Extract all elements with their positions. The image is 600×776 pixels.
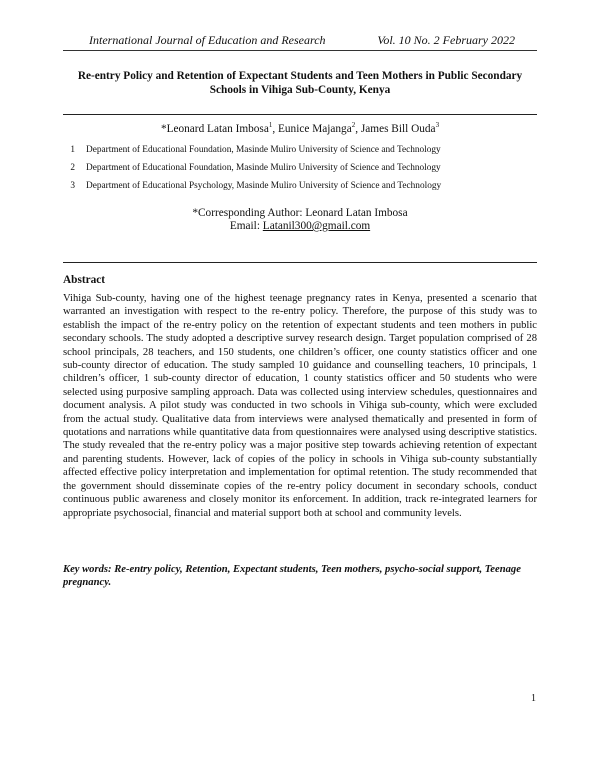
affiliation-number: 3 (70, 181, 75, 191)
title-line-1: Re-entry Policy and Retention of Expectant Students and Teen Mothers in Public Secondary (77, 70, 523, 82)
header-divider (63, 50, 537, 51)
corresponding-author (0, 207, 600, 233)
affiliation-number: 2 (70, 163, 75, 173)
affiliation-text: Department of Educational Psychology, Masinde Muliro University of Science and Technology (86, 181, 442, 191)
author-name: *Leonard Latan Imbosa (160, 122, 269, 135)
email-label: Email: (229, 220, 263, 232)
affiliation-item (63, 163, 543, 181)
title-divider (63, 114, 537, 115)
author-list (0, 121, 600, 135)
corresponding-author-label: *Corresponding Author: Leonard Latan Imbosa (192, 207, 408, 219)
author-separator: , (272, 122, 278, 135)
author-separator: , (355, 122, 361, 135)
abstract-body: Vihiga Sub-county, having one of the highest teenage pregnancy rates in Kenya, presented a scenario that warranted an investigation with respect to the re-entry policy. Therefore, the purpose of this study was to establish the impact of the re-entry policy on the retention of expectant students and teen mothers in public secondary schools. The study adopted a descriptive survey research design. Target population comprised of 28 school principals, 28 teachers, and 150 students, one children’s officer, one county statistics officer and one sub-county director of education. The study sampled 10 guidance and counselling teachers, 10 principals, 1 children’s officer, 1 sub-county director of education, 1 county statistics officer and 50 students who were selected using purposive sampling approach. Data was collected using interview schedules, questionnaires and document analysis. A pilot study was conducted in two schools in Vihiga sub-county, which were excluded from the actual study. Qualitative data from interviews were analysed thematically and presented in form of quotations and narrations while quantitative data from questionnaires were analysed using descriptive statistics. The study revealed that the re-entry policy was a major positive step towards achieving retention of expectant and parenting students. However, lack of copies of the policy in schools in Vihiga sub-county substantially affected effective policy interpretation and implementation for optimal retention. The study recommended that the government should disseminate copies of the re-entry policy document in secondary schools, conduct continuous public awareness and closely monitor its enforcement. In addition, track re-integrated learners for appropriate psychosocial, financial and material support both at school and community levels. (63, 293, 537, 519)
email-link[interactable]: Latanil300@gmail.com (262, 220, 371, 232)
author-affil-mark: 3 (435, 121, 440, 129)
author-name: James Bill Ouda (360, 122, 436, 135)
front-matter-divider (63, 262, 537, 263)
title-line-2: Schools in Vihiga Sub-County, Kenya (209, 84, 391, 96)
author-affil-mark: 2 (351, 121, 356, 129)
email-line (0, 220, 600, 233)
journal-issue: Vol. 10 No. 2 February 2022 (377, 33, 515, 47)
abstract-heading: Abstract (63, 274, 106, 286)
author-affil-mark: 1 (268, 121, 273, 129)
affiliation-list (63, 145, 543, 199)
affiliation-item (63, 145, 543, 163)
journal-name: International Journal of Education and Research (89, 33, 326, 47)
keywords (63, 563, 537, 590)
keywords-label: Key words: (63, 564, 112, 575)
keywords-text: Re-entry policy, Retention, Expectant students, Teen mothers, psycho-social support, Teenage pregnancy. (63, 564, 521, 589)
affiliation-item (63, 181, 543, 199)
affiliation-text: Department of Educational Foundation, Masinde Muliro University of Science and Technology (86, 145, 441, 155)
author-name: Eunice Majanga (278, 122, 352, 135)
paper-title (60, 69, 540, 97)
running-header (89, 33, 515, 49)
page-number: 1 (531, 693, 536, 704)
affiliation-text: Department of Educational Foundation, Masinde Muliro University of Science and Technology (86, 163, 441, 173)
affiliation-number: 1 (70, 145, 75, 155)
